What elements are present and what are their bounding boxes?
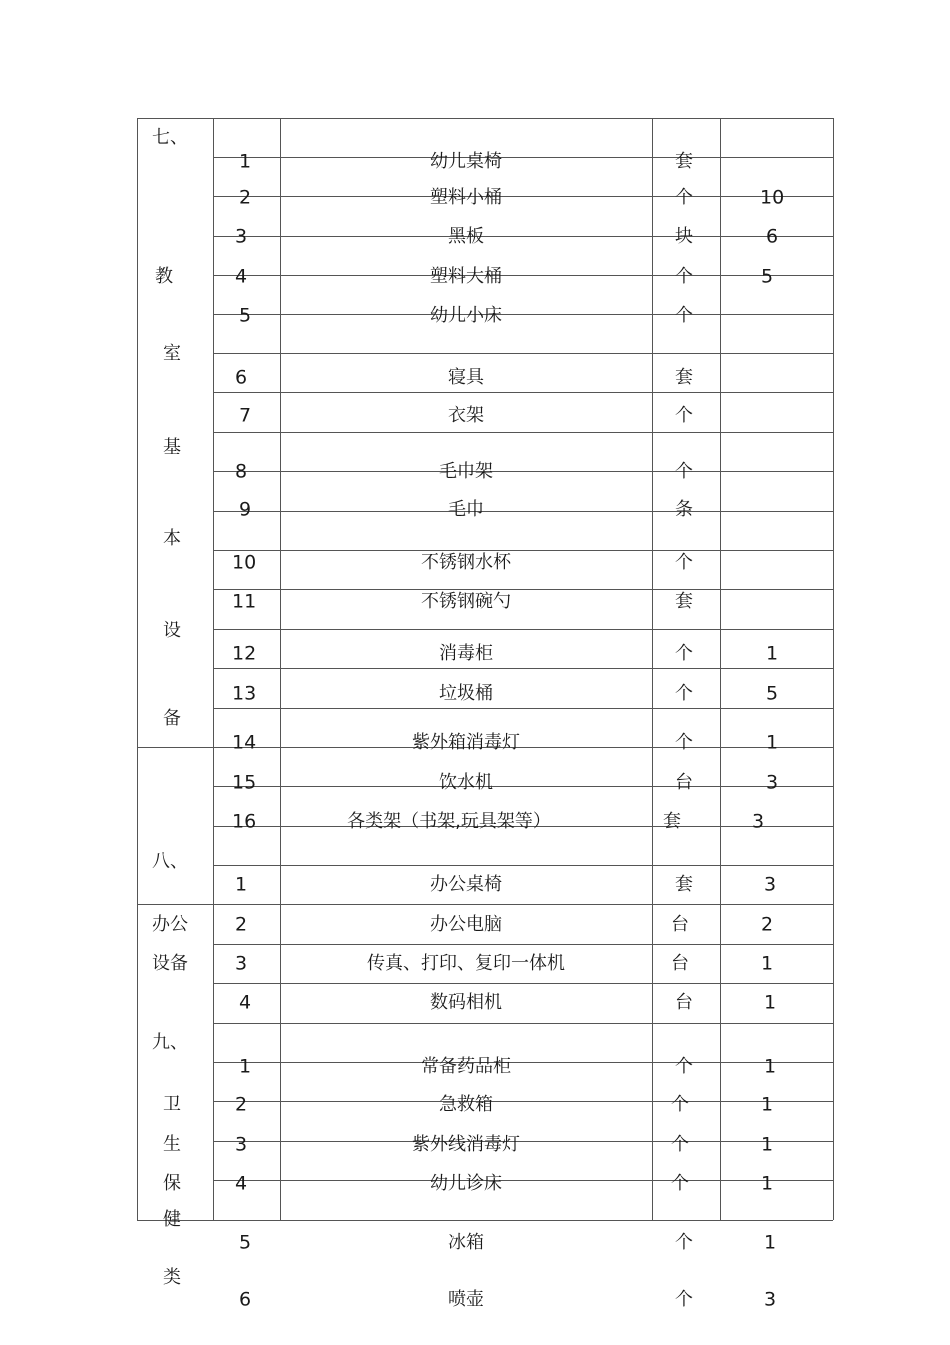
item-quantity: 1	[761, 1133, 774, 1156]
item-unit: 台	[675, 772, 693, 793]
table-bottom-border	[137, 1220, 833, 1221]
row-number: 14	[232, 731, 257, 754]
row-divider	[213, 392, 833, 393]
row-divider	[213, 589, 833, 590]
item-name: 饮水机	[439, 772, 493, 793]
item-quantity: 1	[766, 642, 779, 665]
item-unit: 个	[675, 461, 693, 482]
row-number: 2	[239, 186, 252, 209]
row-number: 5	[239, 304, 252, 327]
item-quantity: 6	[766, 225, 779, 248]
row-number: 12	[232, 642, 257, 665]
item-name: 毛巾架	[439, 461, 493, 482]
column-divider	[137, 118, 138, 1220]
row-divider	[213, 157, 833, 158]
item-name: 幼儿小床	[430, 305, 502, 326]
item-name: 紫外线消毒灯	[412, 1134, 520, 1155]
row-divider	[213, 944, 833, 945]
row-number: 4	[235, 265, 248, 288]
section-title-s8: 设备	[152, 953, 188, 974]
column-divider	[833, 118, 834, 1220]
item-quantity: 1	[764, 1231, 777, 1254]
item-unit: 个	[675, 1232, 693, 1253]
item-unit: 个	[671, 1173, 689, 1194]
item-name: 寝具	[448, 367, 484, 388]
row-divider	[213, 1062, 833, 1063]
row-divider	[213, 1101, 833, 1102]
item-unit: 套	[675, 874, 693, 895]
section-title-s7: 基	[163, 437, 181, 458]
row-number: 8	[235, 460, 248, 483]
row-divider	[213, 747, 833, 748]
item-unit: 个	[675, 1056, 693, 1077]
row-number: 1	[239, 150, 252, 173]
row-divider	[213, 314, 833, 315]
table-top-border	[137, 118, 833, 119]
column-divider	[213, 118, 214, 1220]
section-title-s7: 七、	[152, 127, 188, 148]
item-name: 毛巾	[448, 499, 484, 520]
row-divider	[213, 904, 833, 905]
item-unit: 套	[675, 151, 693, 172]
row-divider	[213, 511, 833, 512]
item-unit: 台	[671, 914, 689, 935]
item-name: 紫外箱消毒灯	[412, 732, 520, 753]
item-quantity: 3	[764, 1288, 777, 1311]
row-number: 3	[235, 952, 248, 975]
item-unit: 个	[675, 552, 693, 573]
row-number: 16	[232, 810, 257, 833]
item-unit: 套	[675, 591, 693, 612]
item-quantity: 3	[764, 873, 777, 896]
item-quantity: 3	[766, 771, 779, 794]
item-name: 冰箱	[448, 1232, 484, 1253]
section-title-s8: 八、	[152, 851, 188, 872]
item-name: 不锈钢碗勺	[421, 591, 511, 612]
section-title-s9: 类	[163, 1267, 181, 1288]
row-divider	[213, 1141, 833, 1142]
item-quantity: 1	[761, 1172, 774, 1195]
section-divider	[137, 747, 213, 748]
section-title-s7: 教	[155, 266, 173, 287]
row-number: 1	[235, 873, 248, 896]
item-name: 黑板	[448, 226, 484, 247]
item-name: 不锈钢水杯	[421, 552, 511, 573]
item-name: 办公电脑	[430, 914, 502, 935]
item-unit: 个	[671, 1134, 689, 1155]
row-number: 6	[239, 1288, 252, 1311]
row-divider	[213, 353, 833, 354]
item-quantity: 10	[760, 186, 785, 209]
row-number: 4	[239, 991, 252, 1014]
row-divider	[213, 668, 833, 669]
section-title-s9: 健	[163, 1209, 181, 1230]
row-number: 13	[232, 682, 257, 705]
row-divider	[213, 865, 833, 866]
item-unit: 个	[675, 683, 693, 704]
item-unit: 条	[675, 499, 693, 520]
row-divider	[213, 550, 833, 551]
row-divider	[213, 432, 833, 433]
item-quantity: 3	[752, 810, 765, 833]
item-quantity: 5	[761, 265, 774, 288]
column-divider	[652, 118, 653, 1220]
item-name: 各类架（书架,玩具架等）	[347, 811, 551, 832]
item-name: 常备药品柜	[421, 1056, 511, 1077]
item-quantity: 1	[761, 952, 774, 975]
item-unit: 台	[671, 953, 689, 974]
section-title-s9: 保	[163, 1173, 181, 1194]
item-unit: 个	[675, 266, 693, 287]
row-number: 2	[235, 913, 248, 936]
item-unit: 个	[675, 732, 693, 753]
item-quantity: 2	[761, 913, 774, 936]
item-name: 塑料小桶	[430, 187, 502, 208]
item-unit: 个	[671, 1094, 689, 1115]
item-unit: 台	[675, 992, 693, 1013]
item-quantity: 1	[761, 1093, 774, 1116]
section-divider	[137, 904, 213, 905]
section-title-s7: 本	[163, 528, 181, 549]
item-unit: 个	[675, 1289, 693, 1310]
row-number: 11	[232, 590, 257, 613]
row-divider	[213, 471, 833, 472]
item-unit: 套	[663, 811, 681, 832]
item-quantity: 1	[764, 1055, 777, 1078]
section-title-s9: 生	[163, 1134, 181, 1155]
item-unit: 个	[675, 187, 693, 208]
row-divider	[213, 983, 833, 984]
item-quantity: 1	[764, 991, 777, 1014]
row-divider	[213, 786, 833, 787]
row-divider	[213, 708, 833, 709]
item-unit: 套	[675, 367, 693, 388]
row-divider	[213, 275, 833, 276]
row-number: 3	[235, 1133, 248, 1156]
row-divider	[213, 1023, 833, 1024]
section-title-s9: 九、	[152, 1032, 188, 1053]
item-name: 塑料大桶	[430, 266, 502, 287]
row-number: 15	[232, 771, 257, 794]
row-number: 2	[235, 1093, 248, 1116]
row-number: 4	[235, 1172, 248, 1195]
column-divider	[280, 118, 281, 1220]
item-quantity: 1	[766, 731, 779, 754]
row-number: 3	[235, 225, 248, 248]
row-number: 5	[239, 1231, 252, 1254]
item-name: 衣架	[448, 405, 484, 426]
item-name: 数码相机	[430, 992, 502, 1013]
column-divider	[720, 118, 721, 1220]
section-title-s9: 卫	[163, 1094, 181, 1115]
row-number: 10	[232, 551, 257, 574]
row-number: 7	[239, 404, 252, 427]
item-unit: 个	[675, 643, 693, 664]
item-name: 幼儿桌椅	[430, 151, 502, 172]
item-unit: 块	[675, 226, 693, 247]
item-name: 办公桌椅	[430, 874, 502, 895]
section-title-s7: 备	[163, 708, 181, 729]
item-name: 垃圾桶	[439, 683, 493, 704]
item-unit: 个	[675, 305, 693, 326]
item-name: 急救箱	[439, 1094, 493, 1115]
row-divider	[213, 1180, 833, 1181]
item-name: 消毒柜	[439, 643, 493, 664]
row-number: 6	[235, 366, 248, 389]
section-title-s7: 室	[163, 343, 181, 364]
section-title-s7: 设	[163, 620, 181, 641]
row-divider	[213, 236, 833, 237]
row-divider	[213, 196, 833, 197]
row-number: 1	[239, 1055, 252, 1078]
section-title-s8: 办公	[152, 914, 188, 935]
row-number: 9	[239, 498, 252, 521]
item-quantity: 5	[766, 682, 779, 705]
item-name: 喷壶	[448, 1289, 484, 1310]
item-unit: 个	[675, 405, 693, 426]
row-divider	[213, 629, 833, 630]
item-name: 传真、打印、复印一体机	[367, 953, 565, 974]
item-name: 幼儿诊床	[430, 1173, 502, 1194]
